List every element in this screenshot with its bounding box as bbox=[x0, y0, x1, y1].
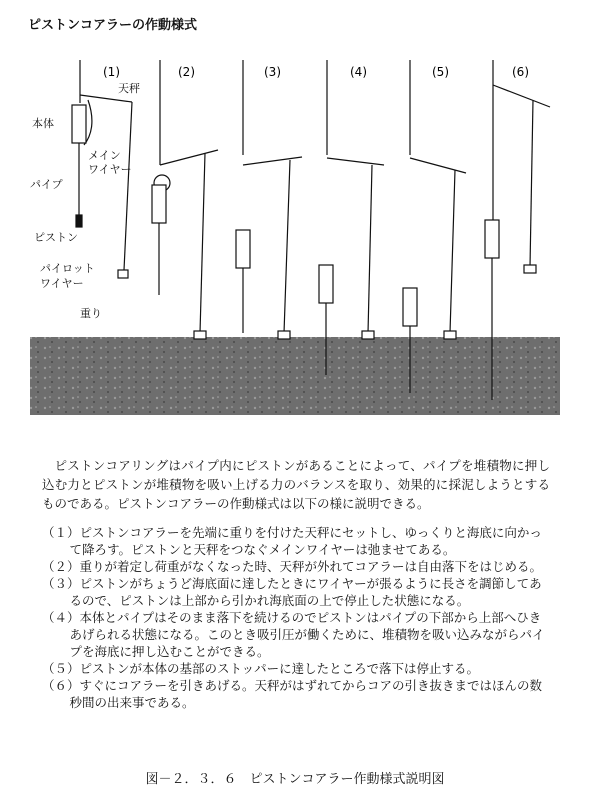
step-1: （１）ピストンコアラーを先端に重りを付けた天秤にセットし、ゆっくりと海底に向かって降ろす。ピストンと天秤をつなぐメインワイヤーは弛ませてある。 bbox=[42, 525, 542, 557]
corer-stage-2 bbox=[152, 60, 218, 339]
stage-label-2: (2) bbox=[178, 65, 195, 79]
step-4: （４）本体とパイプはそのまま落下を続けるのでピストンはパイプの下部から上部へひきあげられる状態になる。このとき吸引圧が働くために、堆積物を吸い込みながらパイプを海底に押し込むことができる。 bbox=[42, 610, 545, 659]
step-6: （６）すぐにコアラーを引きあげる。天秤がはずれてからコアの引き抜きまではほんの数秒間の出来事である。 bbox=[42, 678, 543, 710]
step-list bbox=[42, 524, 552, 711]
label-piston: ピストン bbox=[34, 231, 78, 244]
seabed bbox=[30, 337, 560, 415]
label-main-wire: メインワイヤー bbox=[88, 149, 132, 176]
label-body: 本体 bbox=[32, 117, 54, 130]
label-pilot-wire: パイロットワイヤー bbox=[40, 262, 95, 290]
step-3: （３）ピストンがちょうど海底面に達したときにワイヤーが張るように長さを調節してあるので、ピストンは上部から引かれ海底面の上で停止した状態になる。 bbox=[42, 576, 542, 608]
stage-label-6: (6) bbox=[512, 65, 529, 79]
stage-label-1: (1) bbox=[103, 65, 120, 79]
stage-label-5: (5) bbox=[432, 65, 449, 79]
step-2: （２）重りが着定し荷重がなくなった時、天秤が外れてコアラーは自由落下をはじめる。 bbox=[42, 559, 543, 574]
stage-label-4: (4) bbox=[350, 65, 367, 79]
piston-corer-diagram bbox=[0, 55, 590, 415]
corer-stage-3 bbox=[236, 60, 302, 339]
figure-heading: ピストンコアラーの作動様式 bbox=[28, 18, 198, 33]
intro-paragraph: ピストンコアリングはパイプ内にピストンがあることによって、パイプを堆積物に押し込む力とピストンが堆積物を吸い上げる力のバランスを取り、効果的に採泥しようとするものである。ピストンコアラーの作動様式は以下の様に説明できる。 bbox=[42, 458, 550, 511]
label-balance-arm: 天秤 bbox=[118, 82, 140, 95]
figure-caption: 図－２．３．６ ピストンコアラー作動様式説明図 bbox=[145, 772, 445, 787]
label-pipe: パイプ bbox=[30, 178, 63, 191]
step-5: （５）ピストンが本体の基部のストッパーに達したところで落下は停止する。 bbox=[42, 661, 480, 676]
stage-label-3: (3) bbox=[264, 65, 281, 79]
corer-stage-4 bbox=[319, 60, 384, 375]
label-weight: 重り bbox=[80, 307, 102, 320]
